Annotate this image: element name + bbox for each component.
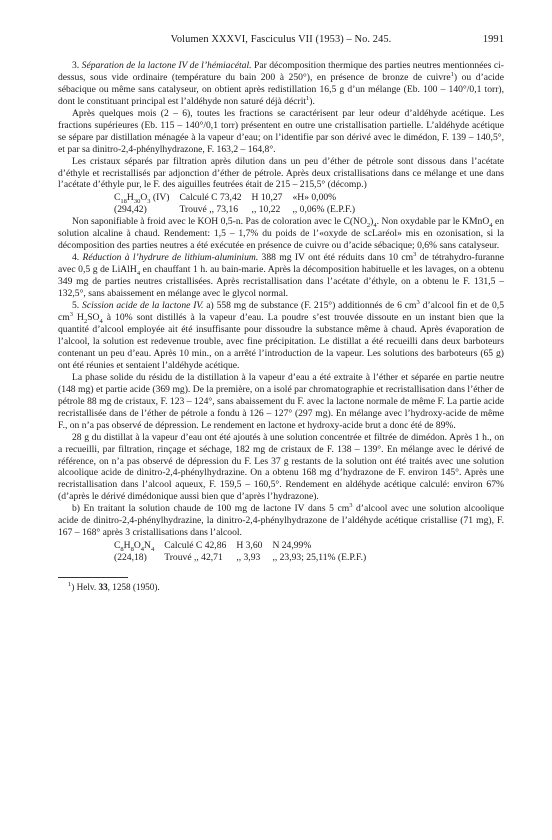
formula-sub: 8 xyxy=(130,546,134,554)
text: H xyxy=(72,312,84,324)
calc-h: H 3,60 xyxy=(236,540,263,552)
formula-sub: 18 xyxy=(120,198,127,206)
text: ) Helv. xyxy=(71,582,99,593)
text: a) 558 mg de substance (F. 215°) additionnés de 6 cm xyxy=(203,300,417,312)
nonsaponifiable-paragraph xyxy=(58,216,504,252)
text: d’alcool avec une solution alcoolique acide de dinitro-2,4-phénylhydrazine, la dinitro-2,4-phénylhydrazone de l’aldéhyde acétique cristallise (71 mg), F. 167 – 168° après 3 cristallisations dans l’alcool. xyxy=(58,503,504,539)
section-title: Scission acide de la lactone IV. xyxy=(82,300,204,312)
text: Non saponifiable à froid avec le KOH 0,5-n. Pas de coloration avec le C(NO xyxy=(72,216,367,228)
sub: 2 xyxy=(366,222,371,230)
analysis-row-calc xyxy=(114,540,376,552)
section-text: ) ou d’acide sébacique ou même sans catalyseur, on obtient après redistillation 16,5 g d’un mélange (Eb. 100 – 140°/0,1 torr), dont le constituant principal est l’aldéhyde non saturé déjà décrit xyxy=(58,71,504,107)
analysis-row-found xyxy=(114,204,365,216)
found-c: Trouvé ,, 42,71 xyxy=(164,551,223,563)
journal-page xyxy=(58,34,504,594)
sup: 3 xyxy=(69,310,73,318)
section-text: ). xyxy=(309,95,315,107)
molecular-weight: (294,42) xyxy=(114,203,147,215)
found-h: ,, 10,22 xyxy=(251,203,281,215)
footnote xyxy=(58,582,504,594)
molecular-formula xyxy=(114,540,164,552)
text: de tétrahydro-furanne avec 0,5 g de LiAlH xyxy=(58,252,504,276)
text: 388 mg IV ont été réduits dans 10 cm xyxy=(258,252,414,264)
section-3-paragraph xyxy=(58,60,504,108)
sub: 4 xyxy=(99,317,103,325)
found-extra: ,, 23,93; 25,11% (E.P.F.) xyxy=(272,551,367,563)
sub: 2 xyxy=(83,317,88,325)
analysis-row-calc xyxy=(114,192,365,204)
volume-number: 33 xyxy=(98,582,108,593)
formula-part: H xyxy=(126,192,134,204)
found-c: Trouvé ,, 73,16 xyxy=(179,203,238,215)
section-4-paragraph xyxy=(58,252,504,300)
sub: 4 xyxy=(373,222,377,230)
found-extra: ,, 0,06% (E.P.F.) xyxy=(292,203,356,215)
elemental-analysis-hydrazone xyxy=(114,540,504,563)
found-h: ,, 3,93 xyxy=(236,551,261,563)
section-text: Par décomposition thermique des parties neutres mentionnées ci-dessus, sous vide ordinaire (température du bain 200 à 250°), en présence de bronze de cuivre xyxy=(58,59,504,83)
page-number: 1991 xyxy=(482,34,504,45)
running-header xyxy=(58,34,504,46)
text: SO xyxy=(87,312,100,324)
formula-sub: 4 xyxy=(150,546,155,554)
formula-sub: 8 xyxy=(120,546,124,554)
section-title: Séparation de la lactone IV de l’hémiacétal. xyxy=(81,59,252,71)
footnote-ref: 1 xyxy=(306,94,310,102)
crystals-paragraph: Les cristaux séparés par filtration après dilution dans un peu d’éther de pétrole sont dissous dans l’acétate d’éthyle et recristallisés par adjonction d’éther de pétrole. Après deux cristallisations dans ce mélange et une dans l’acétate d’éthyle pur, le F. des aiguilles feutrées était de 215 – 215,5° (décomp.) xyxy=(58,155,504,191)
solid-phase-paragraph: La phase solide du résidu de la distillation à la vapeur d’eau a été extraite à l’éther et séparée en partie neutre (148 mg) et partie acide (369 mg). De la première, on a isolé par chromatographie et recristallisation dans l’éther de pétrole 88 mg de cristaux, F. 123 – 124°, sans abaissement du F. avec la lactone normale de même F. La partie acide recristallisée dans de l’éther de pétrole a fondu à 126 – 127° (297 mg). En mélange avec l’hydroxy-acide de même F., on n’a pas observé de dépression. Le rendement en lactone et hydroxy-acide brut a donc été de 89%. xyxy=(58,371,504,431)
text: d’alcool fin et de 0,5 cm xyxy=(58,300,505,324)
text: , 1258 (1950). xyxy=(107,582,160,593)
section-number: 5. xyxy=(72,300,83,312)
formula-part: C xyxy=(114,540,121,552)
footnote-mark: 1 xyxy=(68,581,72,589)
calc-extra: N 24,99% xyxy=(272,540,312,552)
molecular-formula xyxy=(114,192,179,204)
compound-label: (IV) xyxy=(150,192,170,204)
section-number: 3. xyxy=(72,59,82,71)
sub: 4 xyxy=(489,222,493,230)
sup: 3 xyxy=(416,298,420,306)
journal-volume-line: Volumen XXXVI, Fasciculus VII (1953) – No. 245. xyxy=(170,34,392,45)
calc-c: Calculé C 42,86 xyxy=(164,540,227,552)
formula-sub: 30 xyxy=(133,198,141,206)
text: ) xyxy=(370,216,374,228)
calc-extra: «H» 0,00% xyxy=(292,192,337,204)
distillate-paragraph: 28 g du distillat à la vapeur d’eau ont été ajoutés à une solution concentrée et filtrée de dimédon. Après 1 h., on a recueilli, par filtration, rinçage et séchage, 182 mg de cristaux de F. 138 – 139°. En mélange avec le dérivé de référence, on n’a pas observé de dépression du F. Les 37 g restants de la solution ont été traités avec une solution alcoolique acide de dinitro-2,4-phénylhydrazine. On a obtenu 168 mg d’hydrazone de F. environ 145°. Après une recristallisation dans l’alcool aqueux, F. 159,5 – 160,5°. Rendement en aldéhyde acétique calculé: environ 67% (d’après le dérivé dimédonique aussi bien que d’après l’hydrazone). xyxy=(58,431,504,503)
section-title: Réduction à l’hydrure de lithium-aluminium. xyxy=(82,252,259,264)
calc-h: H 10,27 xyxy=(251,192,283,204)
sub: 4 xyxy=(136,270,141,278)
formula-part: N xyxy=(144,540,151,552)
formula-part: H xyxy=(123,540,131,552)
formula-part: O xyxy=(133,540,141,552)
molecular-weight: (224,18) xyxy=(114,551,147,563)
section-number: 4. xyxy=(72,252,83,264)
section-5-paragraph xyxy=(58,300,504,372)
elemental-analysis-iv xyxy=(114,192,504,215)
part-b-paragraph xyxy=(58,503,504,539)
analysis-table xyxy=(114,192,365,215)
text: b) En traitant la solution chaude de 100 mg de lactone IV dans 5 cm xyxy=(72,503,350,515)
calc-c: Calculé C 73,42 xyxy=(179,192,242,204)
footnote-divider xyxy=(58,577,128,578)
text: en solution alcaline à chaud. Rendement: 1,5 – 1,7% du poids de l’«oxyde de scLaréol» mis en ozonisation, si la décomposition des parties neutres a été exécutée en présence de cuivre ou d’acide sébacique; 0,6% sans catalyseur. xyxy=(58,216,504,252)
formula-sub: 3 xyxy=(147,198,151,206)
footnote-ref: 1 xyxy=(450,70,454,78)
text: . Non oxydable par le KMnO xyxy=(376,216,490,228)
analysis-table xyxy=(114,540,376,563)
analysis-row-found xyxy=(114,552,376,564)
sup: 3 xyxy=(349,502,353,510)
formula-part: O xyxy=(140,192,148,204)
formula-part: C xyxy=(114,192,121,204)
sup: 3 xyxy=(413,251,417,259)
aldehyde-identification-paragraph: Après quelques mois (2 – 6), toutes les fractions se caractérisent par leur odeur d’aldéhyde acétique. Les fractions supérieures (Eb. 115 – 140°/0,1 torr) présentent en outre une cristallisation partielle. L’aldéhyde acétique se sépare par distillation ménagée à la vapeur d’eau; on l’identifie par son dérivé avec le dimédon, F. 139 – 140,5°, et par sa dinitro-2,4-phénylhydrazone, F. 163,2 – 164,8°. xyxy=(58,107,504,155)
formula-sub: 4 xyxy=(140,546,145,554)
text: en chauffant 1 h. au bain-marie. Après la décomposition habituelle et les lavages, on a obtenu 349 mg de parties neutres cristallisées. Après recristallisation dans l’acétate d’éthyle, on a obtenu le F. 131,5 – 132,5°, sans abaissement en mélange avec le glycol normal. xyxy=(58,264,504,300)
text: à 10% sont distillés à la vapeur d’eau. La poudre s’est trouvée dissoute en un instant bien que la quantité d’alcool employée ait été insuffisante pour dissoudre la substance même à chaud. Après évaporation de l’alcool, la solution est redevenue trouble, avec fine précipitation. Le distillat a été recueilli dans deux barboteurs contenant un peu d’eau. Après 10 min., on a arrêté l’introduction de la vapeur. Les solutions des barboteurs (65 g) ont été réunies et sentaient l’aldéhyde acétique. xyxy=(58,312,505,371)
